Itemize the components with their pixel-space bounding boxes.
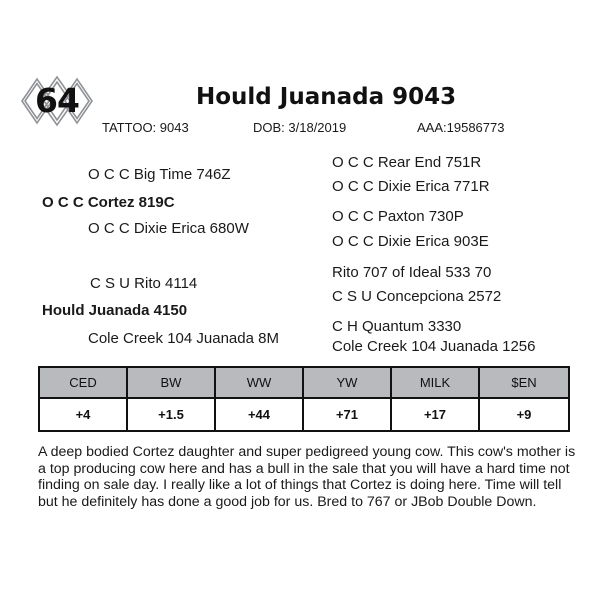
epd-value-milk: +17	[392, 399, 480, 430]
dam-name: Hould Juanada 4150	[42, 302, 188, 319]
epd-header-yw: YW	[304, 368, 392, 399]
dam-dam-sire-name: C H Quantum 3330	[332, 318, 462, 335]
sire-dam-sire-name: O C C Paxton 730P	[332, 208, 464, 225]
epd-header-bw: BW	[128, 368, 216, 399]
lot-badge	[20, 74, 94, 128]
dam-sire-sire-name: Rito 707 of Ideal 533 70	[332, 264, 492, 281]
lot-number: 64	[35, 81, 79, 120]
epd-value-en: +9	[480, 399, 568, 430]
epd-value-yw: +71	[304, 399, 392, 430]
sire-dam-dam-name: O C C Dixie Erica 903E	[332, 233, 489, 250]
sire-sire-sire-name: O C C Rear End 751R	[332, 154, 482, 171]
sire-name: O C C Cortez 819C	[42, 194, 175, 211]
epd-table	[38, 366, 570, 432]
sire-sire-dam-name: O C C Dixie Erica 771R	[332, 178, 490, 195]
sire-dam-name: O C C Dixie Erica 680W	[88, 220, 249, 237]
dam-sire-dam-name: C S U Concepciona 2572	[332, 288, 502, 305]
epd-value-bw: +1.5	[128, 399, 216, 430]
epd-header-ww: WW	[216, 368, 304, 399]
dam-sire-name: C S U Rito 4114	[90, 275, 198, 292]
epd-header-en: $EN	[480, 368, 568, 399]
epd-header-ced: CED	[40, 368, 128, 399]
epd-header-milk: MILK	[392, 368, 480, 399]
dam-dam-dam-name: Cole Creek 104 Juanada 1256	[332, 338, 536, 355]
lot-description: A deep bodied Cortez daughter and super pedigreed young cow. This cow's mother is a top producing cow here and has a bull in the sale that you will have a hard time not finding on sale day. I really like a lot of things that Cortez is doing here. Time will tell but he definitely has done a good job for us. Bred to 767 or JBob Double Down.	[38, 444, 576, 510]
dob-label: DOB: 3/18/2019	[253, 120, 347, 135]
dam-dam-name: Cole Creek 104 Juanada 8M	[88, 330, 279, 347]
animal-name-title: Hould Juanada 9043	[196, 84, 457, 110]
registration-number: AAA:19586773	[417, 120, 505, 135]
epd-value-ww: +44	[216, 399, 304, 430]
tattoo-label: TATTOO: 9043	[102, 120, 189, 135]
epd-value-ced: +4	[40, 399, 128, 430]
sire-sire-name: O C C Big Time 746Z	[88, 166, 231, 183]
